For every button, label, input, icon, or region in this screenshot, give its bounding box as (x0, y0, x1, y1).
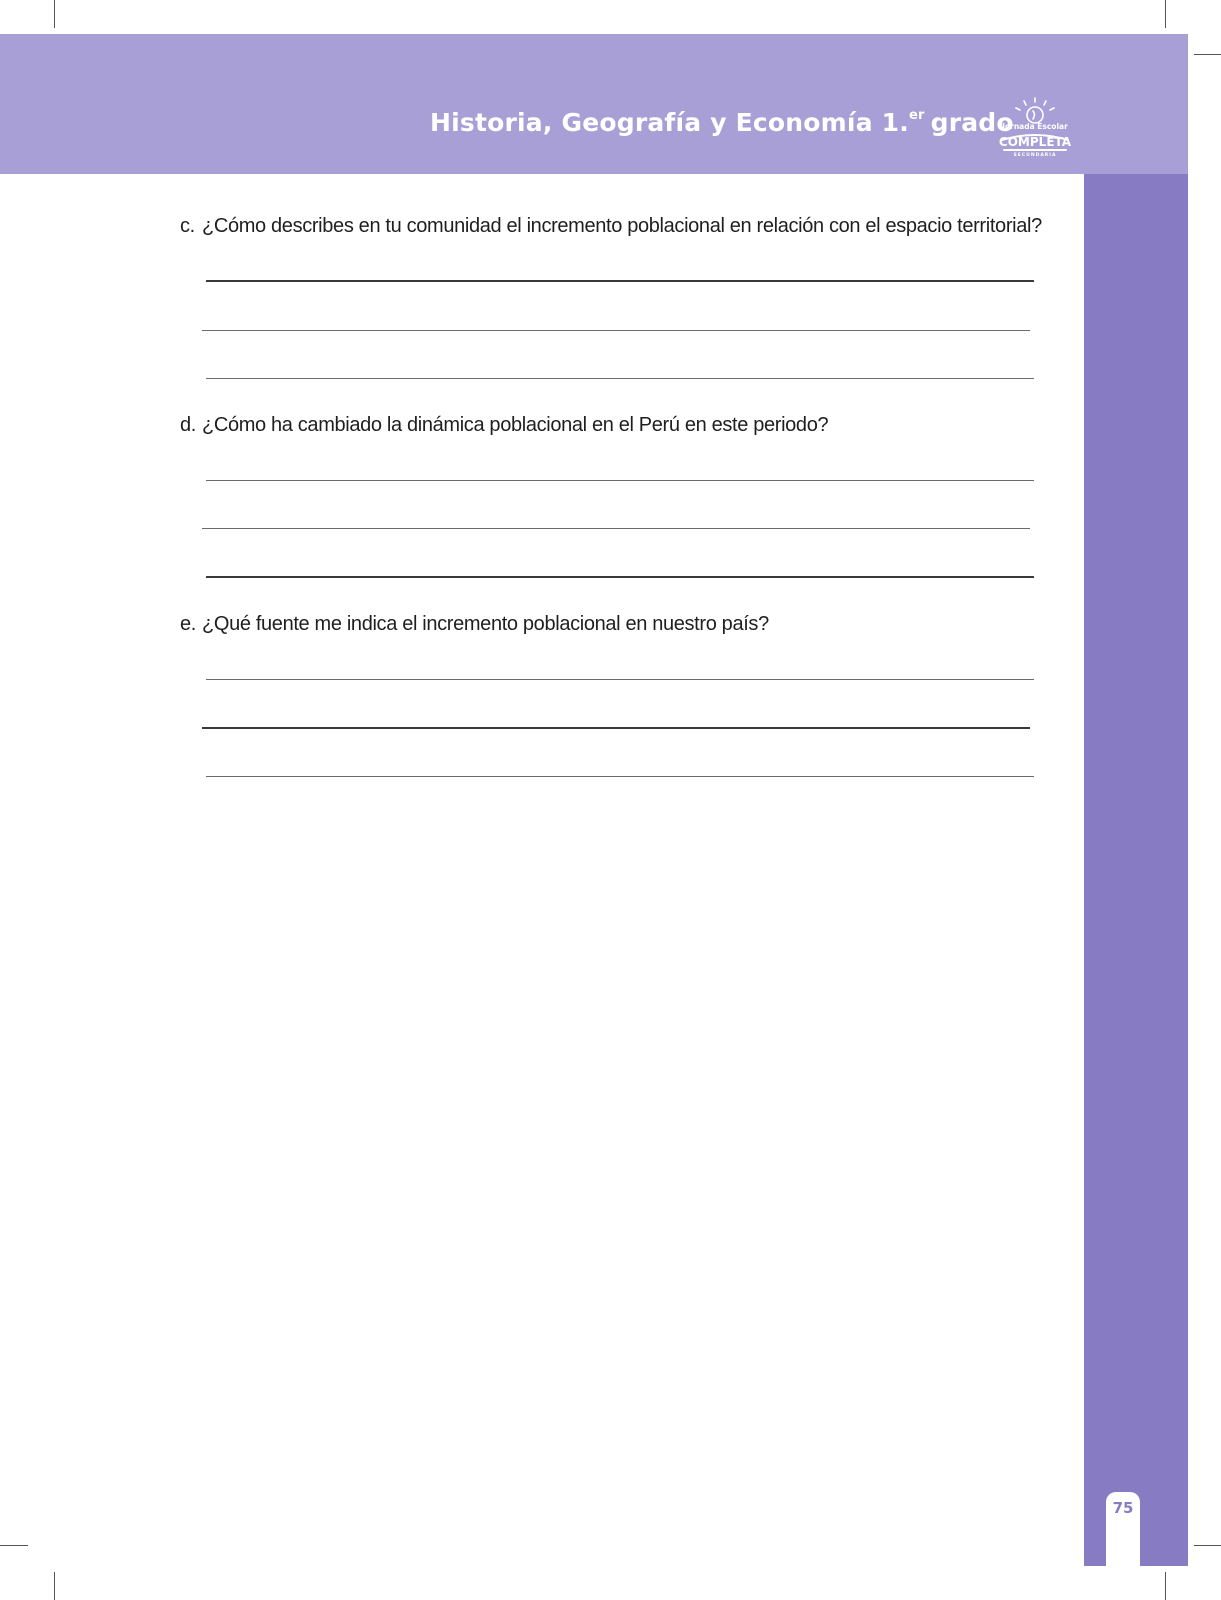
answer-line[interactable] (206, 776, 1034, 777)
question-text: ¿Cómo describes en tu comunidad el incremento poblacional en relación con el espacio territorial? (202, 215, 1042, 237)
answer-line[interactable] (206, 480, 1034, 481)
crop-mark-left-bottom (0, 1545, 28, 1546)
answer-line[interactable] (206, 679, 1034, 680)
title-main: Historia, Geografía y Economía 1. (430, 108, 909, 137)
crop-mark-top-left (54, 0, 55, 28)
page-title (430, 107, 1014, 137)
answer-line[interactable] (206, 280, 1034, 282)
crop-mark-right-bottom (1194, 1545, 1221, 1546)
crop-mark-right-top (1194, 54, 1221, 55)
logo-line3: SECUNDARIA (1013, 153, 1057, 158)
crop-mark-top-right (1165, 0, 1166, 28)
question-d (180, 414, 828, 437)
answer-line[interactable] (206, 576, 1034, 578)
title-superscript: er (908, 107, 925, 123)
crop-mark-bottom-left (54, 1572, 55, 1600)
logo-line1: Jornada Escolar (1002, 122, 1068, 131)
question-e (180, 613, 769, 636)
answer-line[interactable] (202, 727, 1030, 729)
page-number-tab (1106, 1492, 1140, 1570)
question-letter: d. (180, 414, 196, 436)
answer-line[interactable] (206, 378, 1034, 379)
title-suffix: grado (930, 108, 1014, 137)
question-letter: c. (180, 215, 195, 237)
answer-line[interactable] (202, 528, 1030, 529)
side-bar (1084, 174, 1188, 1566)
question-c (180, 215, 1042, 238)
question-letter: e. (180, 613, 196, 635)
logo-line2: COMPLETA (998, 135, 1072, 149)
page-number: 75 (1112, 1499, 1134, 1517)
answer-line[interactable] (202, 330, 1030, 331)
crop-mark-bottom-right (1165, 1572, 1166, 1600)
question-text: ¿Qué fuente me indica el incremento poblacional en nuestro país? (202, 613, 769, 635)
jornada-escolar-completa-logo (994, 96, 1076, 158)
question-text: ¿Cómo ha cambiado la dinámica poblacional en el Perú en este periodo? (202, 414, 829, 436)
